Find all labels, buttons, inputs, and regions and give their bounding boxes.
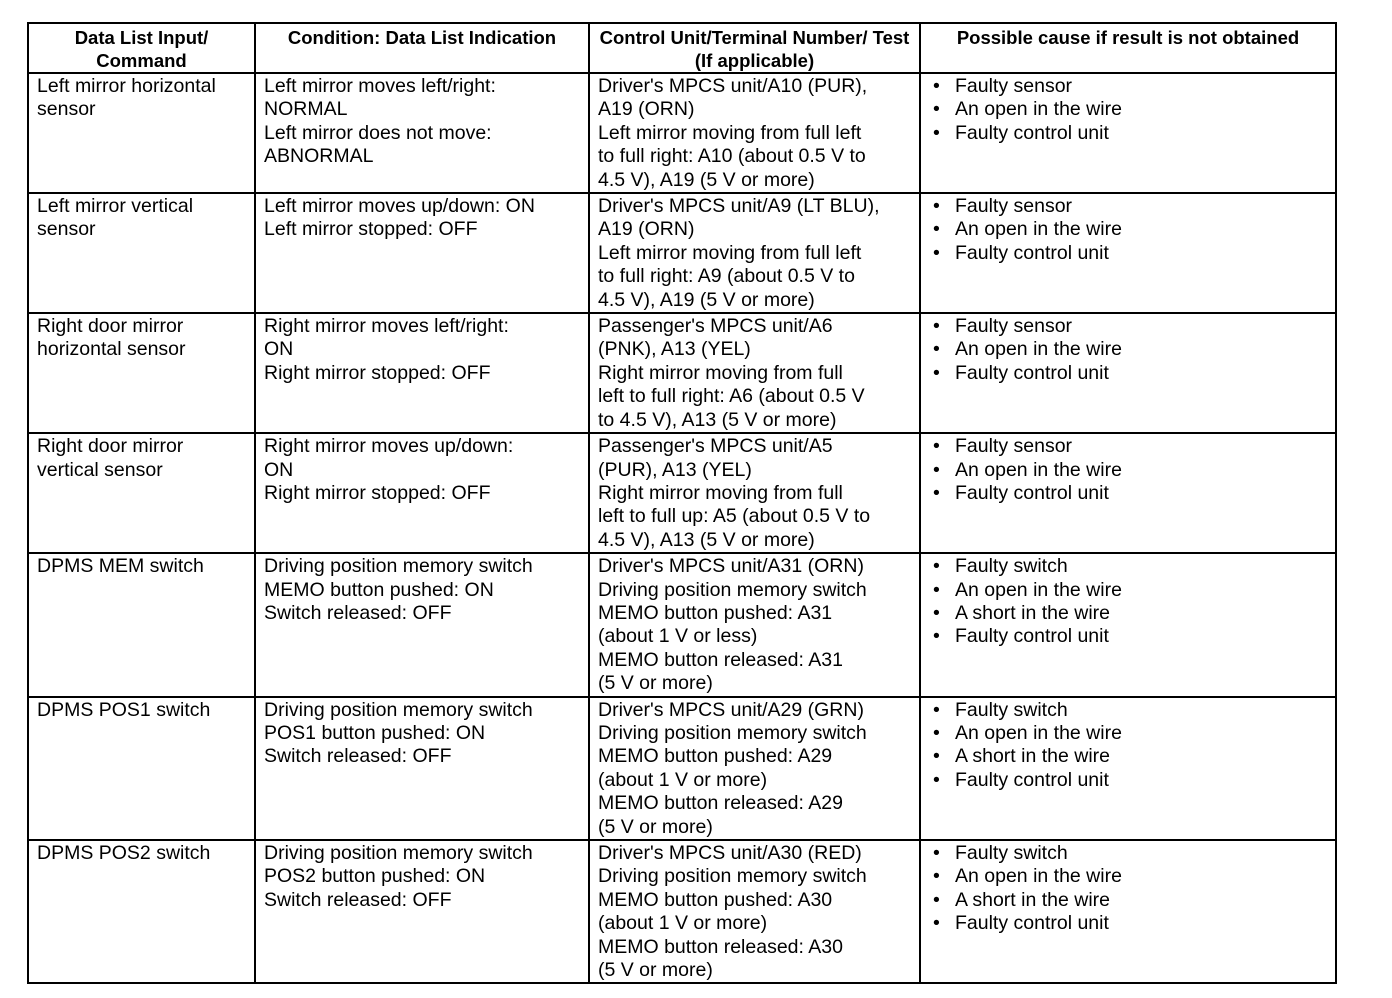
condition-line: MEMO button pushed: ON (264, 578, 494, 601)
cell-input (28, 697, 255, 840)
cause-text: Faulty control unit (955, 481, 1109, 504)
input-line: vertical sensor (37, 458, 163, 481)
cause-item (929, 482, 1329, 505)
cause-item (929, 122, 1329, 145)
bullet-icon: • (933, 555, 940, 578)
cause-item (929, 75, 1329, 98)
cause-item (929, 242, 1329, 265)
terminal-line: Left mirror moving from full left (598, 121, 862, 144)
data-list-table (27, 22, 1337, 984)
cause-item (929, 362, 1329, 385)
cell-condition (255, 73, 589, 193)
cause-item (929, 218, 1329, 241)
cause-text: An open in the wire (955, 578, 1122, 601)
bullet-icon: • (933, 481, 940, 504)
cause-text: Faulty control unit (955, 625, 1109, 648)
terminal-line: left to full up: A5 (about 0.5 V to (598, 505, 871, 528)
cell-input (28, 313, 255, 433)
bullet-icon: • (933, 98, 940, 121)
terminal-line: 4.5 V), A19 (5 V or more) (598, 288, 815, 311)
cell-causes (920, 697, 1336, 840)
terminal-line: Left mirror moving from full left (598, 241, 862, 264)
cause-item (929, 555, 1329, 578)
cause-list (929, 195, 1329, 265)
cell-causes (920, 313, 1336, 433)
condition-line: Right mirror moves up/down: (264, 435, 514, 458)
bullet-icon: • (933, 338, 940, 361)
terminal-line: (5 V or more) (598, 672, 713, 695)
cell-input (28, 840, 255, 983)
terminal-line: Driver's MPCS unit/A29 (GRN) (598, 698, 864, 721)
cause-item (929, 865, 1329, 888)
cause-item (929, 579, 1329, 602)
condition-line: Left mirror stopped: OFF (264, 218, 478, 241)
input-line: Left mirror vertical (37, 195, 194, 218)
bullet-icon: • (933, 745, 940, 768)
terminal-line: Driving position memory switch (598, 865, 867, 888)
bullet-icon: • (933, 241, 940, 264)
terminal-line: (PUR), A13 (YEL) (598, 458, 752, 481)
terminal-line: to full right: A10 (about 0.5 V to (598, 145, 866, 168)
bullet-icon: • (933, 578, 940, 601)
header-row (28, 23, 1336, 73)
cell-causes (920, 73, 1336, 193)
input-line: DPMS POS2 switch (37, 842, 211, 864)
terminal-line: Driving position memory switch (598, 578, 867, 601)
cause-text: Faulty control unit (955, 241, 1109, 264)
cause-text: Faulty switch (955, 698, 1068, 721)
cause-text: An open in the wire (955, 865, 1122, 888)
terminal-line: (about 1 V or less) (598, 625, 758, 648)
condition-line: ON (264, 338, 294, 361)
cause-text: An open in the wire (955, 338, 1122, 361)
cause-list (929, 435, 1329, 505)
cause-item (929, 459, 1329, 482)
bullet-icon: • (933, 698, 940, 721)
condition-line: ABNORMAL (264, 145, 374, 168)
cause-text: Faulty control unit (955, 768, 1109, 791)
terminal-line: (about 1 V or more) (598, 912, 768, 935)
cause-text: Faulty control unit (955, 361, 1109, 384)
condition-line: POS1 button pushed: ON (264, 721, 486, 744)
cause-text: An open in the wire (955, 98, 1122, 121)
cell-input (28, 553, 255, 696)
cell-terminal (589, 840, 920, 983)
bullet-icon: • (933, 912, 940, 935)
terminal-line: (PNK), A13 (YEL) (598, 338, 751, 361)
cell-input (28, 193, 255, 313)
terminal-line: A19 (ORN) (598, 98, 695, 121)
bullet-icon: • (933, 721, 940, 744)
cell-terminal (589, 313, 920, 433)
cause-item (929, 435, 1329, 458)
cell-condition (255, 840, 589, 983)
cell-condition (255, 193, 589, 313)
terminal-line: Right mirror moving from full (598, 481, 843, 504)
cause-list (929, 842, 1329, 936)
table-row (28, 840, 1336, 983)
condition-line: Left mirror moves up/down: ON (264, 195, 535, 218)
cause-text: Faulty sensor (955, 195, 1073, 218)
bullet-icon: • (933, 625, 940, 648)
bullet-icon: • (933, 361, 940, 384)
cause-text: Faulty switch (955, 555, 1068, 578)
condition-line: Driving position memory switch (264, 842, 533, 864)
terminal-line: left to full right: A6 (about 0.5 V (598, 385, 865, 408)
input-line: Right door mirror (37, 315, 184, 338)
table-row (28, 193, 1336, 313)
cell-terminal (589, 193, 920, 313)
cause-text: An open in the wire (955, 721, 1122, 744)
cell-causes (920, 193, 1336, 313)
condition-line: Switch released: OFF (264, 888, 452, 911)
header-terminal: Control Unit/Terminal Number/ Test (If applicable) (589, 23, 920, 73)
bullet-icon: • (933, 768, 940, 791)
bullet-icon: • (933, 75, 940, 97)
condition-line: Right mirror stopped: OFF (264, 481, 491, 504)
condition-line: Driving position memory switch (264, 555, 533, 578)
cause-item (929, 315, 1329, 338)
header-input: Data List Input/ Command (28, 23, 255, 73)
cell-condition (255, 433, 589, 553)
terminal-line: MEMO button released: A30 (598, 935, 843, 958)
cause-item (929, 842, 1329, 865)
condition-line: Switch released: OFF (264, 745, 452, 768)
table-row (28, 433, 1336, 553)
table-row (28, 73, 1336, 193)
input-line: DPMS POS1 switch (37, 698, 211, 721)
bullet-icon: • (933, 601, 940, 624)
cause-list (929, 315, 1329, 385)
condition-line: Switch released: OFF (264, 601, 452, 624)
cause-text: Faulty control unit (955, 121, 1109, 144)
terminal-line: 4.5 V), A13 (5 V or more) (598, 528, 815, 551)
cause-item (929, 889, 1329, 912)
bullet-icon: • (933, 458, 940, 481)
condition-line: Right mirror stopped: OFF (264, 361, 491, 384)
cell-condition (255, 553, 589, 696)
cause-text: Faulty sensor (955, 435, 1073, 458)
bullet-icon: • (933, 121, 940, 144)
terminal-line: Driving position memory switch (598, 721, 867, 744)
bullet-icon: • (933, 218, 940, 241)
input-line: DPMS MEM switch (37, 555, 204, 578)
bullet-icon: • (933, 842, 940, 864)
cause-text: An open in the wire (955, 458, 1122, 481)
cause-text: A short in the wire (955, 745, 1110, 768)
cause-item (929, 769, 1329, 792)
terminal-line: (about 1 V or more) (598, 768, 768, 791)
cell-terminal (589, 73, 920, 193)
cause-item (929, 195, 1329, 218)
cause-list (929, 699, 1329, 793)
terminal-line: Right mirror moving from full (598, 361, 843, 384)
header-condition: Condition: Data List Indication (255, 23, 589, 73)
terminal-line: MEMO button pushed: A30 (598, 888, 833, 911)
cause-text: A short in the wire (955, 601, 1110, 624)
input-line: horizontal sensor (37, 338, 186, 361)
table-row (28, 697, 1336, 840)
cause-item (929, 745, 1329, 768)
cause-item (929, 338, 1329, 361)
terminal-line: 4.5 V), A19 (5 V or more) (598, 168, 815, 191)
bullet-icon: • (933, 865, 940, 888)
bullet-icon: • (933, 435, 940, 458)
cause-list (929, 75, 1329, 145)
cell-causes (920, 840, 1336, 983)
cell-causes (920, 553, 1336, 696)
terminal-line: MEMO button released: A29 (598, 792, 843, 815)
terminal-line: (5 V or more) (598, 815, 713, 838)
cell-input (28, 73, 255, 193)
cause-item (929, 625, 1329, 648)
terminal-line: to full right: A9 (about 0.5 V to (598, 265, 855, 288)
terminal-line: Driver's MPCS unit/A30 (RED) (598, 842, 862, 864)
input-line: sensor (37, 218, 96, 241)
cause-list (929, 555, 1329, 649)
cause-text: Faulty switch (955, 842, 1068, 864)
terminal-line: to 4.5 V), A13 (5 V or more) (598, 408, 837, 431)
condition-line: Right mirror moves left/right: (264, 315, 509, 338)
terminal-line: MEMO button pushed: A31 (598, 601, 833, 624)
input-line: Left mirror horizontal (37, 75, 216, 97)
condition-line: ON (264, 458, 294, 481)
cause-text: An open in the wire (955, 218, 1122, 241)
terminal-line: MEMO button released: A31 (598, 648, 843, 671)
condition-line: Driving position memory switch (264, 698, 533, 721)
terminal-line: (5 V or more) (598, 959, 713, 982)
cause-item (929, 602, 1329, 625)
cell-terminal (589, 433, 920, 553)
bullet-icon: • (933, 315, 940, 338)
cause-text: Faulty sensor (955, 315, 1073, 338)
input-line: Right door mirror (37, 435, 184, 458)
terminal-line: Driver's MPCS unit/A10 (PUR), (598, 75, 868, 97)
terminal-line: A19 (ORN) (598, 218, 695, 241)
bullet-icon: • (933, 888, 940, 911)
terminal-line: MEMO button pushed: A29 (598, 745, 833, 768)
header-cause: Possible cause if result is not obtained (920, 23, 1336, 73)
cause-item (929, 98, 1329, 121)
cell-input (28, 433, 255, 553)
cell-condition (255, 697, 589, 840)
condition-line: Left mirror moves left/right: (264, 75, 496, 97)
cause-text: Faulty control unit (955, 912, 1109, 935)
condition-line: NORMAL (264, 98, 348, 121)
cell-causes (920, 433, 1336, 553)
bullet-icon: • (933, 195, 940, 218)
cell-terminal (589, 553, 920, 696)
cause-text: Faulty sensor (955, 75, 1073, 97)
terminal-line: Driver's MPCS unit/A31 (ORN) (598, 555, 864, 578)
cause-item (929, 912, 1329, 935)
table-row (28, 313, 1336, 433)
table-row (28, 553, 1336, 696)
cell-condition (255, 313, 589, 433)
cell-terminal (589, 697, 920, 840)
condition-line: Left mirror does not move: (264, 121, 492, 144)
terminal-line: Passenger's MPCS unit/A6 (598, 315, 833, 338)
cause-text: A short in the wire (955, 888, 1110, 911)
terminal-line: Driver's MPCS unit/A9 (LT BLU), (598, 195, 880, 218)
terminal-line: Passenger's MPCS unit/A5 (598, 435, 833, 458)
cause-item (929, 699, 1329, 722)
condition-line: POS2 button pushed: ON (264, 865, 486, 888)
input-line: sensor (37, 98, 96, 121)
cause-item (929, 722, 1329, 745)
